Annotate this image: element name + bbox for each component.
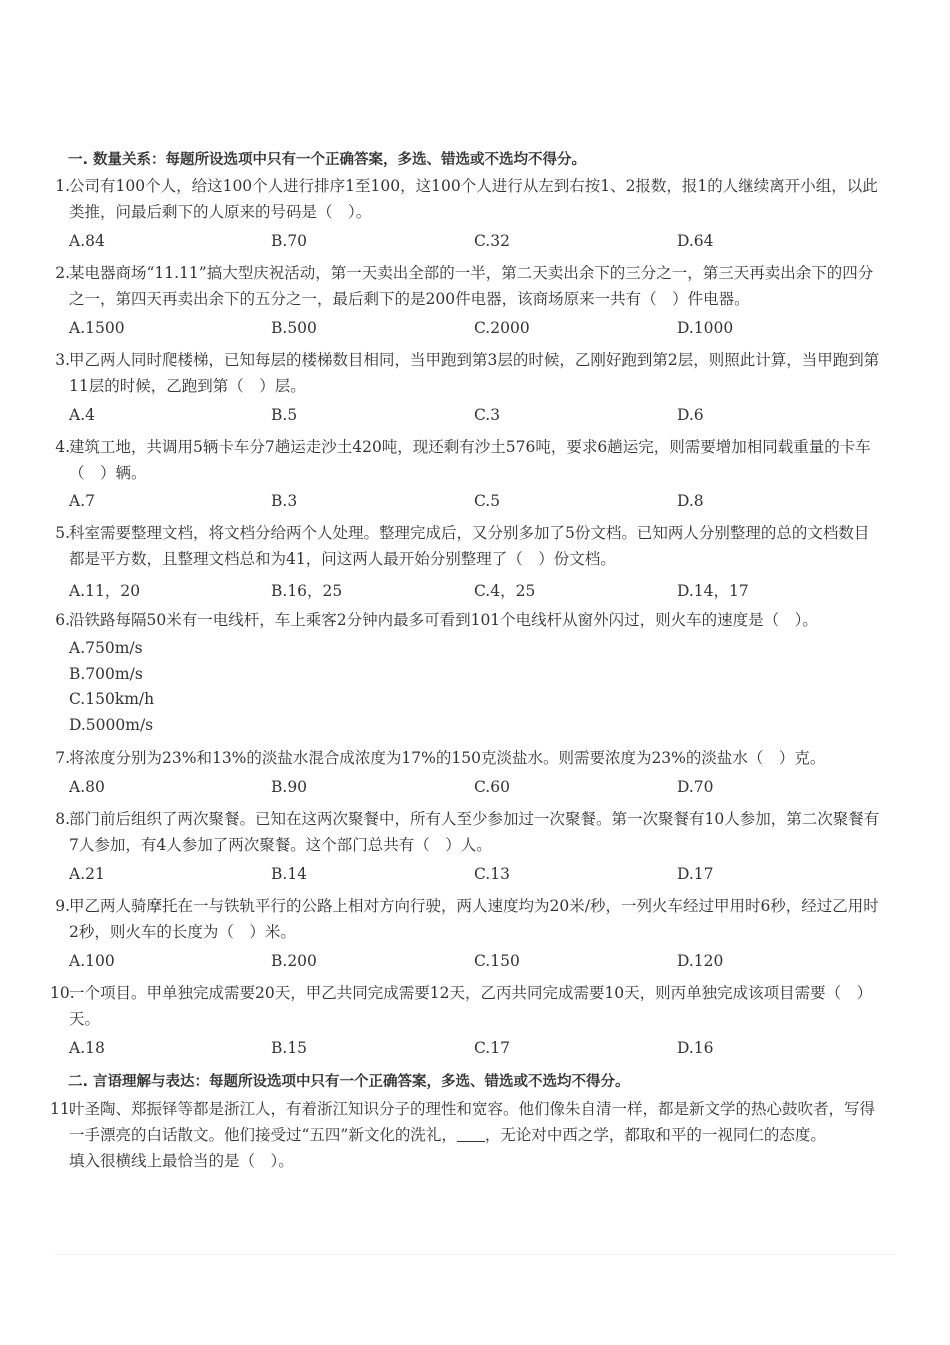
- option-c[interactable]: C.4，25: [474, 582, 536, 600]
- option-c[interactable]: C.17: [474, 1039, 510, 1057]
- options-row: [69, 232, 899, 256]
- options-row: [69, 778, 899, 802]
- fill-in-blank: [457, 1126, 485, 1143]
- options-row: [69, 492, 899, 516]
- option-a[interactable]: A.21: [69, 865, 105, 883]
- question-number: 4.: [55, 438, 70, 456]
- question-number: 7.: [55, 749, 70, 767]
- option-a[interactable]: A.750m/s: [69, 639, 143, 657]
- question-stem: 将浓度分别为23%和13%的淡盐水混合成浓度为17%的150克淡盐水。则需要浓度为23%的淡盐水（ ）克。: [69, 749, 826, 767]
- option-a[interactable]: A.100: [69, 952, 115, 970]
- option-d[interactable]: D.17: [677, 865, 714, 883]
- option-c[interactable]: C.32: [474, 232, 510, 250]
- option-c[interactable]: C.13: [474, 865, 510, 883]
- question-number: 9.: [55, 897, 70, 915]
- stem-part-2: ，无论对中西之学，都取和平的一视同仁的态度。: [484, 1126, 826, 1144]
- option-d[interactable]: D.16: [677, 1039, 714, 1057]
- option-a[interactable]: A.84: [69, 232, 105, 250]
- option-d[interactable]: D.6: [677, 406, 704, 424]
- question-2: [50, 260, 880, 312]
- question-stem: 沿铁路每隔50米有一电线杆，车上乘客2分钟内最多可看到101个电线杆从窗外闪过，则火车的速度是（ ）。: [69, 611, 818, 629]
- question-number: 3.: [55, 351, 70, 369]
- option-c[interactable]: C.5: [474, 492, 501, 510]
- question-stem: 甲乙两人同时爬楼梯，已知每层的楼梯数目相同，当甲跑到第3层的时候，乙刚好跑到第2层，则照此计算，当甲跑到第11层的时候，乙跑到第（ ）层。: [69, 351, 880, 395]
- question-number: 11.: [50, 1100, 75, 1118]
- question-4: [50, 434, 880, 486]
- question-prompt: 填入很横线上最恰当的是（ ）。: [69, 1152, 294, 1170]
- option-c[interactable]: C.3: [474, 406, 501, 424]
- option-b[interactable]: B.90: [271, 778, 308, 796]
- option-b[interactable]: B.200: [271, 952, 317, 970]
- section-title-verbal: 二. 言语理解与表达：每题所设选项中只有一个正确答案，多选、错选或不选均不得分。: [68, 1074, 630, 1090]
- option-b[interactable]: B.16，25: [271, 582, 343, 600]
- question-number: 6.: [55, 611, 70, 629]
- section-title-quantitative: 一. 数量关系：每题所设选项中只有一个正确答案，多选、错选或不选均不得分。: [68, 152, 587, 168]
- option-b[interactable]: B.70: [271, 232, 308, 250]
- options-row: [69, 1039, 899, 1063]
- option-b[interactable]: B.15: [271, 1039, 308, 1057]
- options-row: [69, 406, 899, 430]
- question-number: 10.: [50, 984, 75, 1002]
- option-d[interactable]: D.14，17: [677, 582, 749, 600]
- question-9: [50, 893, 880, 945]
- question-8: [50, 806, 880, 858]
- question-stem: 科室需要整理文档，将文档分给两个人处理。整理完成后，又分别多加了5份文档。已知两人分别整理的总的文档数目都是平方数，且整理文档总和为41，问这两人最开始分别整理了（ ）份文档。: [69, 524, 870, 568]
- option-b[interactable]: B.5: [271, 406, 298, 424]
- question-1: [50, 173, 880, 225]
- question-10: [50, 980, 880, 1032]
- question-number: 5.: [55, 524, 70, 542]
- question-stem: 甲乙两人骑摩托在一与铁轨平行的公路上相对方向行驶，两人速度均为20米/秒，一列火车经过甲用时6秒，经过乙用时2秒，则火车的长度为（ ）米。: [69, 897, 879, 941]
- question-5: [50, 520, 880, 572]
- option-d[interactable]: D.1000: [677, 319, 734, 337]
- question-stem: 建筑工地，共调用5辆卡车分7趟运走沙土420吨，现还剩有沙土576吨，要求6趟运完，则需要增加相同载重量的卡车（ ）辆。: [69, 438, 871, 482]
- question-stem: 一个项目。甲单独完成需要20天，甲乙共同完成需要12天，乙丙共同完成需要10天，则丙单独完成该项目需要（ ）天。: [69, 984, 873, 1028]
- question-6: [50, 607, 880, 633]
- question-stem: 部门前后组织了两次聚餐。已知在这两次聚餐中，所有人至少参加过一次聚餐。第一次聚餐有10人参加，第二次聚餐有7人参加，有4人参加了两次聚餐。这个部门总共有（ ）人。: [69, 810, 880, 854]
- option-a[interactable]: A.11，20: [69, 582, 141, 600]
- question-11: [50, 1096, 880, 1174]
- question-3: [50, 347, 880, 399]
- option-b[interactable]: B.14: [271, 865, 308, 883]
- question-7: [50, 745, 880, 771]
- option-d[interactable]: D.5000m/s: [69, 716, 154, 734]
- option-c[interactable]: C.60: [474, 778, 510, 796]
- options-row: [69, 952, 899, 976]
- option-c[interactable]: C.2000: [474, 319, 530, 337]
- option-b[interactable]: B.3: [271, 492, 298, 510]
- option-c[interactable]: C.150km/h: [69, 690, 155, 708]
- question-number: 2.: [55, 264, 70, 282]
- options-row: [69, 865, 899, 889]
- option-d[interactable]: D.64: [677, 232, 714, 250]
- option-d[interactable]: D.120: [677, 952, 724, 970]
- question-stem: 公司有100个人，给这100个人进行排序1至100，这100个人进行从左到右按1、2报数，报1的人继续离开小组，以此类推，问最后剩下的人原来的号码是（ ）。: [69, 177, 878, 221]
- options-row: [69, 319, 899, 343]
- footer-divider: [55, 1254, 895, 1255]
- options-row: [69, 579, 899, 603]
- option-a[interactable]: A.80: [69, 778, 105, 796]
- question-stem: 某电器商场“11.11”搞大型庆祝活动，第一天卖出全部的一半，第二天卖出余下的三分之一，第三天再卖出余下的四分之一，第四天再卖出余下的五分之一，最后剩下的是200件电器，该商场原来一共有（ ）件电器。: [69, 264, 874, 308]
- option-d[interactable]: D.70: [677, 778, 714, 796]
- stem-part-1: 叶圣陶、郑振铎等都是浙江人，有着浙江知识分子的理性和宽容。他们像朱自清一样，都是新文学的热心鼓吹者，写得一手漂亮的白话散文。他们接受过“五四”新文化的洗礼，: [69, 1100, 876, 1144]
- option-a[interactable]: A.4: [69, 406, 95, 424]
- option-a[interactable]: A.7: [69, 492, 95, 510]
- question-number: 8.: [55, 810, 70, 828]
- option-b[interactable]: B.500: [271, 319, 317, 337]
- option-a[interactable]: A.18: [69, 1039, 105, 1057]
- option-b[interactable]: B.700m/s: [69, 665, 143, 683]
- option-c[interactable]: C.150: [474, 952, 520, 970]
- option-d[interactable]: D.8: [677, 492, 704, 510]
- question-number: 1.: [55, 177, 70, 195]
- question-stem: [69, 1096, 880, 1148]
- option-a[interactable]: A.1500: [69, 319, 125, 337]
